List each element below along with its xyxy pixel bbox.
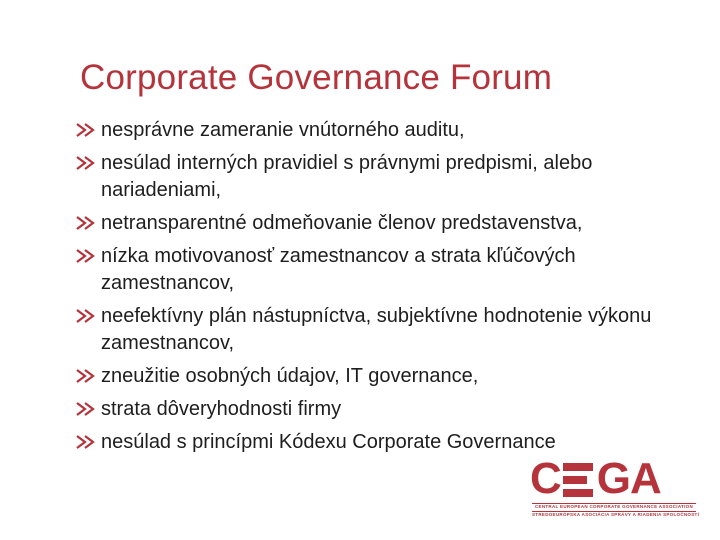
bullet-text: neefektívny plán nástupníctva, subjektívne hodnotenie výkonu zamestnancov, <box>101 305 652 354</box>
list-item <box>72 303 672 357</box>
list-item <box>72 117 672 144</box>
bullet-text: nesprávne zameranie vnútorného auditu, <box>101 119 465 141</box>
bullet-text: zneužitie osobných údajov, IT governance, <box>101 365 479 387</box>
list-item <box>72 210 672 237</box>
bullet-text: strata dôveryhodnosti firmy <box>101 398 342 420</box>
list-item <box>72 243 672 297</box>
bullet-chevron-icon <box>74 433 96 451</box>
bullet-chevron-icon <box>74 307 96 325</box>
bullet-chevron-icon <box>74 247 96 265</box>
list-item <box>72 396 672 423</box>
cecga-logo <box>530 454 700 520</box>
logo-letter-c: C <box>530 454 561 503</box>
logo-subtitle-sk: STREDOEURÓPSKA ASOCIÁCIA SPRÁVY A RIADENIA SPOLOČNOSTÍ <box>532 512 700 517</box>
logo-stripes-icon <box>563 463 593 497</box>
slide-title: Corporate Governance Forum <box>80 58 553 97</box>
logo-wordmark <box>530 454 661 503</box>
bullet-text: nesúlad interných pravidiel s právnymi predpismi, alebo nariadeniami, <box>101 152 593 201</box>
bullet-text: nesúlad s princípmi Kódexu Corporate Governance <box>101 431 556 453</box>
list-item <box>72 429 672 456</box>
list-item <box>72 363 672 390</box>
bullet-chevron-icon <box>74 400 96 418</box>
list-item <box>72 150 672 204</box>
bullet-chevron-icon <box>74 154 96 172</box>
bullet-chevron-icon <box>74 367 96 385</box>
bullet-chevron-icon <box>74 214 96 232</box>
logo-letters-ga: GA <box>596 454 661 503</box>
bullet-text: netransparentné odmeňovanie členov predstavenstva, <box>101 212 583 234</box>
bullet-chevron-icon <box>74 121 96 139</box>
logo-subtitle-en: CENTRAL EUROPEAN CORPORATE GOVERNANCE ASSOCIATION <box>534 504 694 509</box>
bullet-list <box>72 117 672 462</box>
bullet-text: nízka motivovanosť zamestnancov a strata kľúčových zamestnancov, <box>101 245 576 294</box>
